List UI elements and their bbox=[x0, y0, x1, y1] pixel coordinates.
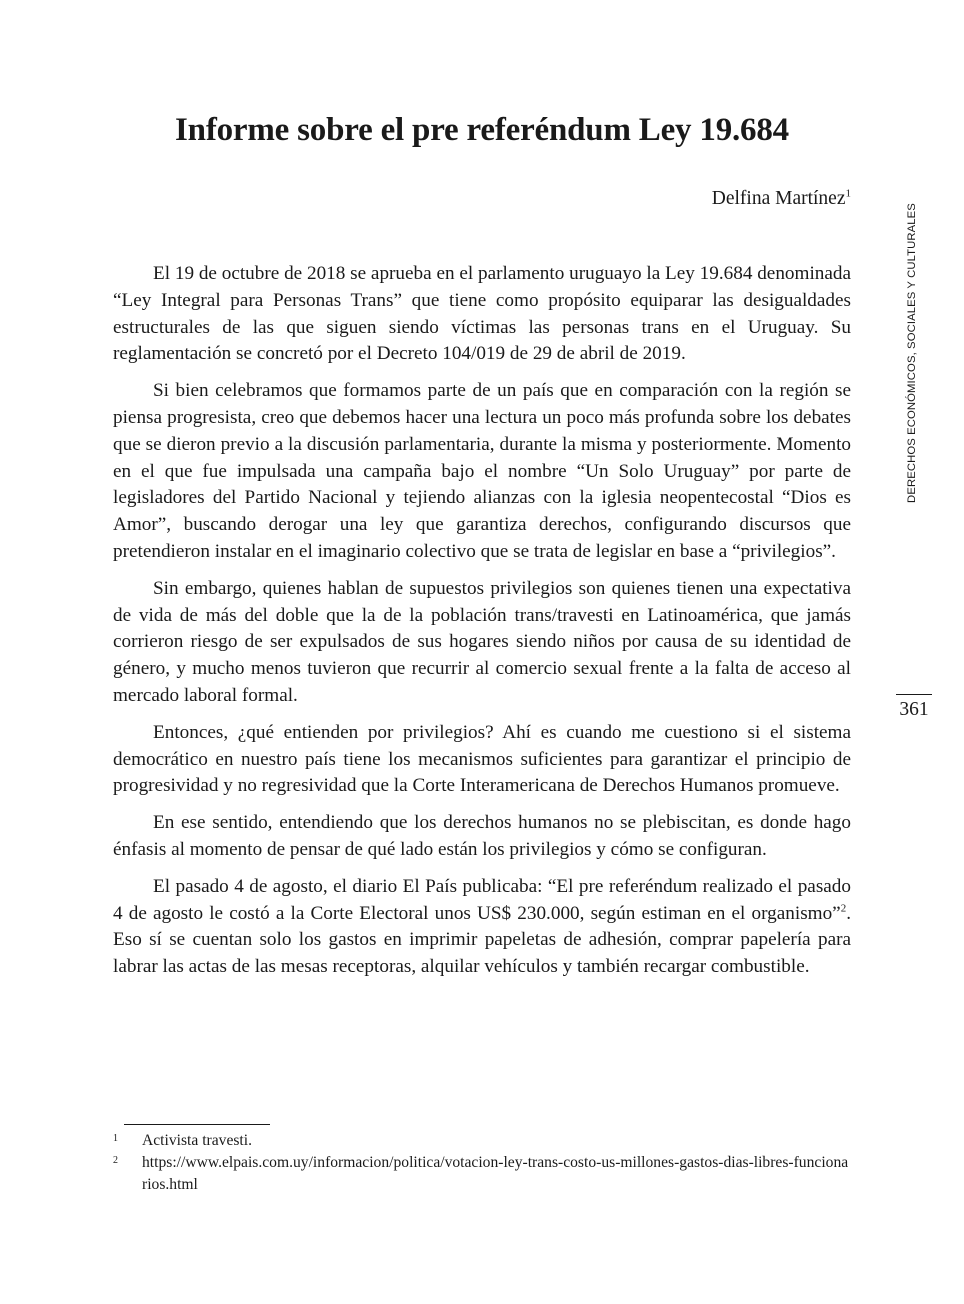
body-paragraph: Entonces, ¿qué entienden por privilegios? Ahí es cuando me cuestiono si el sistema democrático en nuestro país tiene los mecanismos suficientes para garantizar el principio de progresividad y no regresividad que la Corte Interamericana de Derechos Humanos promueve. bbox=[113, 721, 851, 797]
footnotes bbox=[113, 1130, 851, 1196]
author-footnote-ref: 1 bbox=[845, 187, 851, 200]
body-paragraph: Si bien celebramos que formamos parte de un país que en comparación con la región se piensa progresista, creo que debemos hacer una lectura un poco más profunda sobre los debates que se dieron previo a la discusión parlamentaria, durante la misma y posteriormente. Momento en el que fue impulsada una campaña bajo el nombre “Un Solo Uruguay” por parte de legisladores del Partido Nacional y tejiendo alianzas con la iglesia neopentecostal “Dios es Amor”, buscando derogar una ley que garantiza derechos, configurando discursos que pretendieron instalar en el imaginario colectivo que se trata de legislar en base a “privilegios”. bbox=[113, 380, 851, 562]
page-number-rule bbox=[896, 694, 932, 695]
section-side-label-text: DERECHOS ECONÓMICOS, SOCIALES Y CULTURALES bbox=[906, 203, 918, 503]
footnote-ref-2: 2 bbox=[840, 902, 847, 915]
body-paragraph-last bbox=[113, 874, 851, 981]
footnote-separator bbox=[124, 1124, 270, 1125]
page-number: 361 bbox=[899, 699, 929, 720]
footnote-number: 2 bbox=[113, 1155, 118, 1166]
author-name: Delfina Martínez bbox=[711, 188, 846, 209]
section-side-label bbox=[901, 196, 923, 510]
footnote-number: 1 bbox=[113, 1133, 118, 1144]
body-paragraph: En ese sentido, entendiendo que los derechos humanos no se plebiscitan, es donde hago énfasis al momento de pensar de qué lado están los privilegios y cómo se configuran. bbox=[113, 812, 851, 860]
footnote-2 bbox=[113, 1152, 851, 1196]
footnote-1 bbox=[113, 1130, 851, 1152]
article-body bbox=[113, 261, 851, 991]
last-paragraph-text: El pasado 4 de agosto, el diario El País publicaba: “El pre referéndum realizado el pasado 4 de agosto le costó a la Corte Electoral unos US$ 230.000, según estiman en el organismo” bbox=[113, 875, 851, 924]
footnote-text: Activista travesti. bbox=[142, 1132, 252, 1149]
footnote-link[interactable]: https://www.elpais.com.uy/informacion/politica/votacion-ley-trans-costo-us-millones-gastos-dias-libres-funcionarios.html bbox=[142, 1154, 849, 1193]
author-line bbox=[712, 186, 851, 212]
body-paragraph: Sin embargo, quienes hablan de supuestos privilegios son quienes tienen una expectativa de vida de más del doble que la de la población trans/travesti en Latinoamérica, que jamás corrieron riesgo de ser expulsados de sus hogares siendo niños por causa de su identidad de género, y mucho menos tuvieron que recurrir al comercio sexual frente a la falta de acceso al mercado laboral formal. bbox=[113, 577, 851, 706]
last-paragraph-continuation: . Eso sí se cuentan solo los gastos en imprimir papeletas de adhesión, comprar papelería para labrar las actas de las mesas receptoras, alquilar vehículos y también recargar combustible. bbox=[113, 902, 851, 978]
page-title: Informe sobre el pre referéndum Ley 19.684 bbox=[175, 112, 789, 148]
body-paragraph: El 19 de octubre de 2018 se aprueba en el parlamento uruguayo la Ley 19.684 denominada “Ley Integral para Personas Trans” que tiene como propósito equiparar las desigualdades estructurales de las que siguen siendo víctimas las personas trans en el Uruguay. Su reglamentación se concretó por el Decreto 104/019 de 29 de abril de 2019. bbox=[113, 263, 851, 365]
